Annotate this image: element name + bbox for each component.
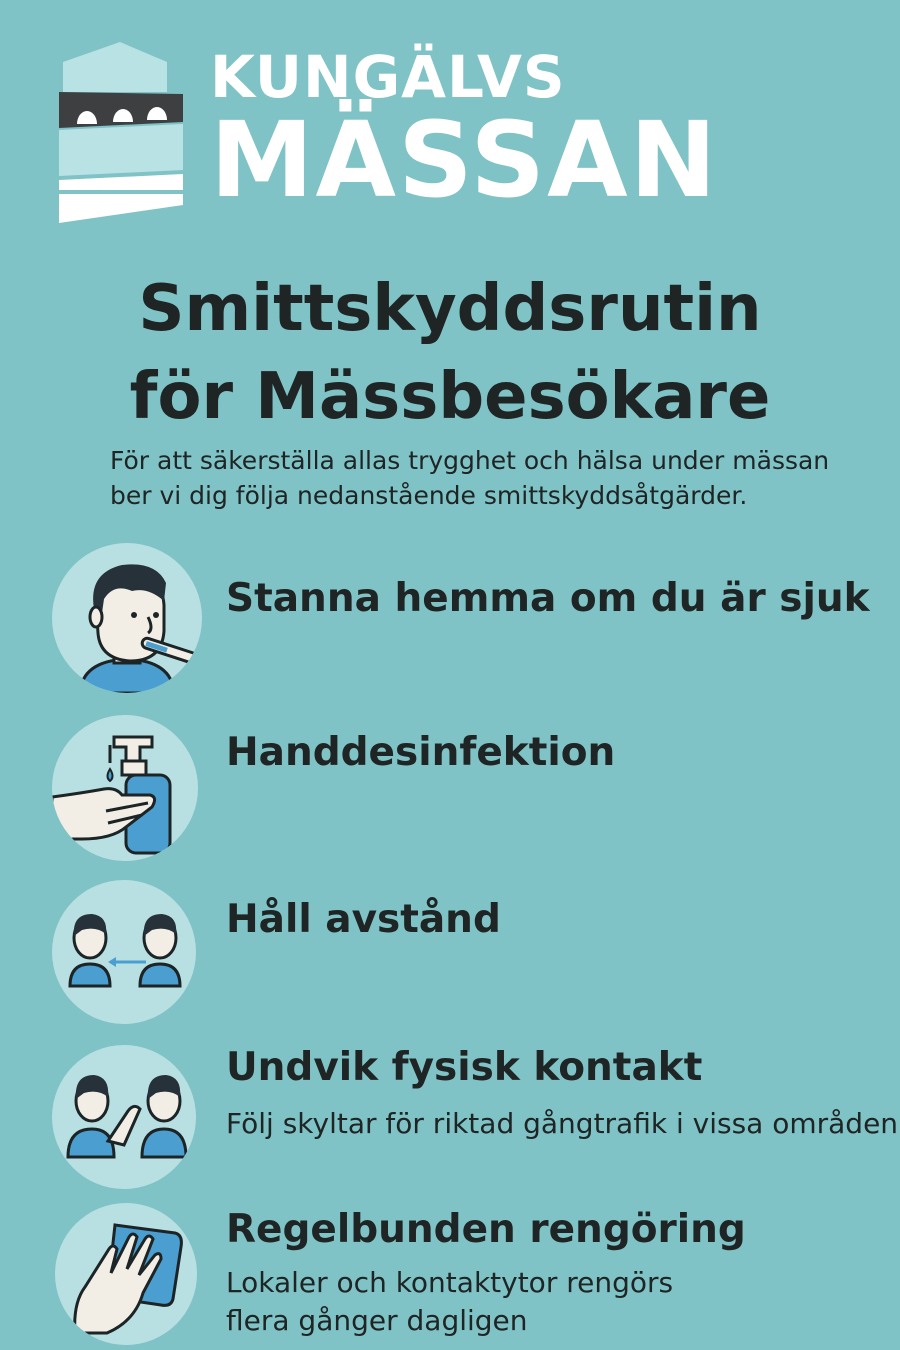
intro-line2: ber vi dig följa nedanstående smittskyddsåtgärder. [110, 481, 748, 510]
tower-logo-icon [55, 40, 185, 225]
intro-line1: För att säkerställa allas trygghet och hälsa under mässan [110, 446, 830, 475]
intro-text [110, 443, 880, 513]
rule-description-line: Lokaler och kontaktytor rengörs [226, 1266, 674, 1299]
rule-title: Handdesinfektion [226, 730, 616, 775]
rule-description [226, 1264, 673, 1340]
rule-title: Regelbunden rengöring [226, 1207, 746, 1252]
title-line1: Smittskyddsrutin [138, 272, 762, 346]
rule-title: Håll avstånd [226, 897, 501, 942]
page-title [0, 265, 900, 441]
rule-description [226, 1105, 898, 1143]
sick-person-thermometer-icon [52, 543, 202, 693]
logo-text-line1: KUNGÄLVS [210, 43, 566, 111]
logo-text-line2: MÄSSAN [210, 99, 719, 221]
rule-title: Undvik fysisk kontakt [226, 1045, 703, 1090]
cleaning-hand-icon [55, 1203, 197, 1345]
hand-sanitizer-icon [52, 715, 198, 861]
keep-distance-icon [52, 880, 196, 1024]
title-line2: för Mässbesökare [129, 360, 771, 434]
rule-description-line: flera gånger dagligen [226, 1304, 528, 1337]
avoid-contact-icon [52, 1045, 196, 1189]
rule-description-line: Följ skyltar för riktad gångtrafik i vissa områden [226, 1107, 899, 1140]
rule-title: Stanna hemma om du är sjuk [226, 576, 870, 621]
